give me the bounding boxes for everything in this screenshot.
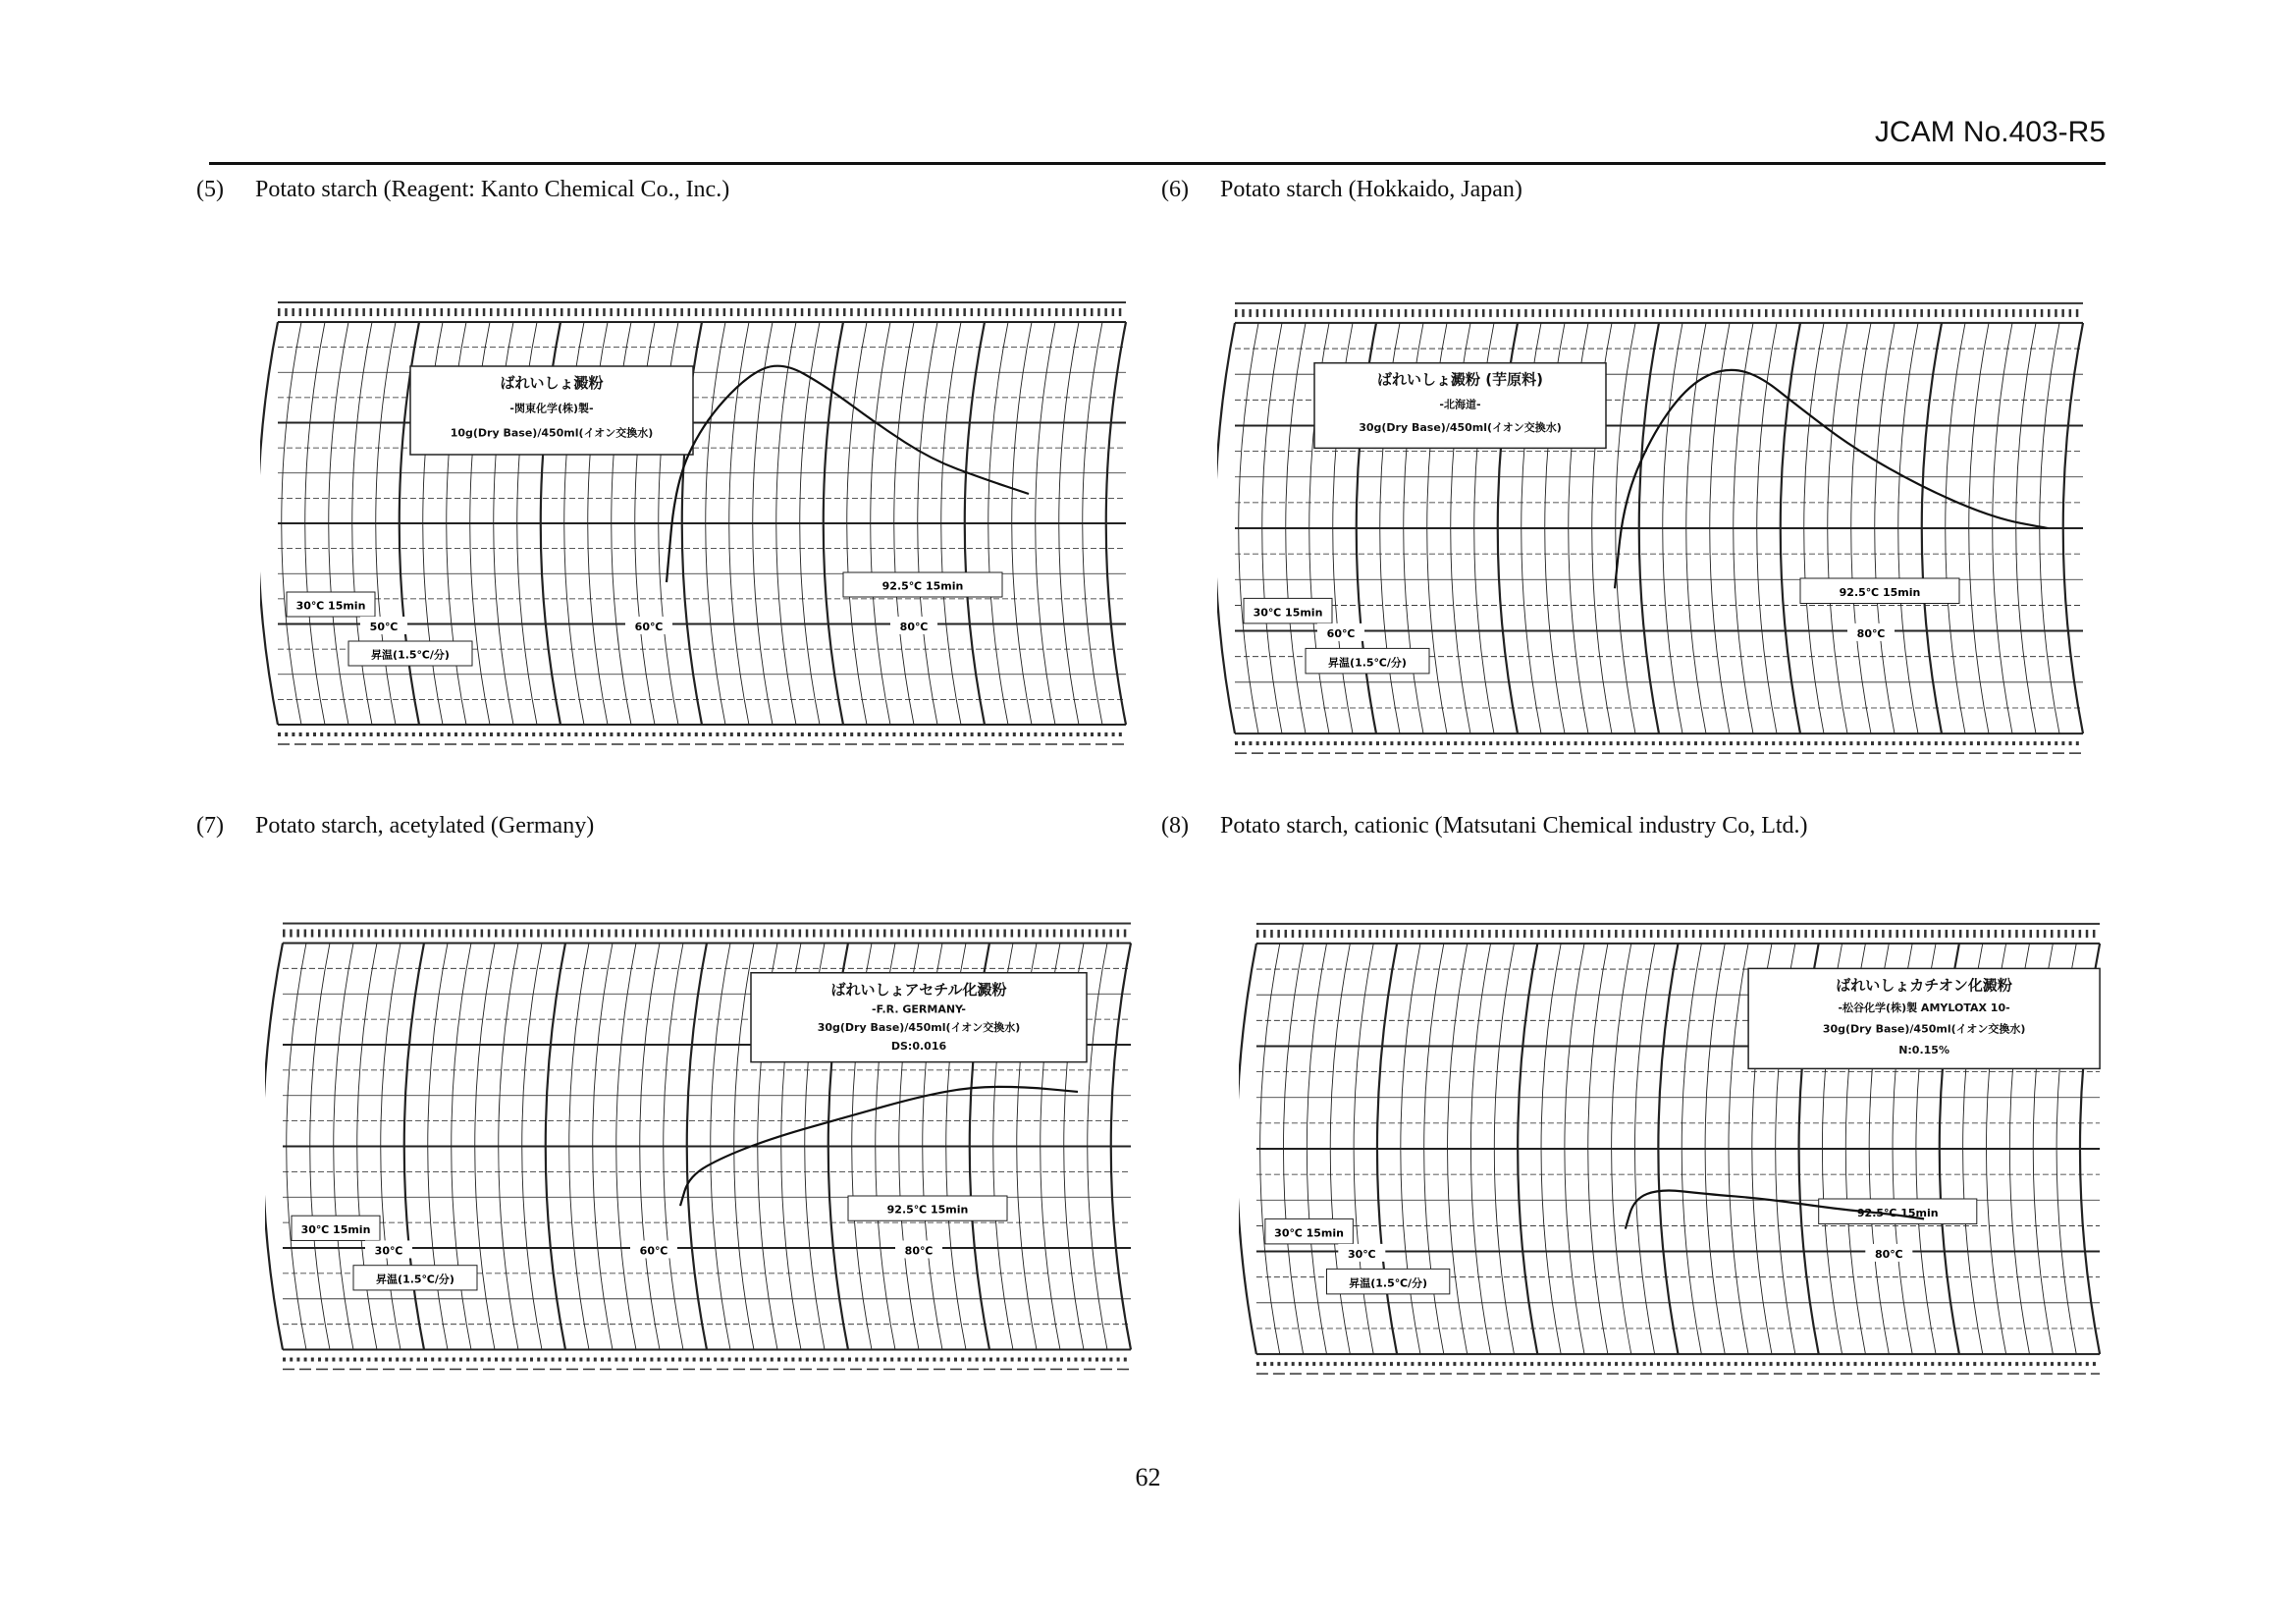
sample-label-line: DS:0.016 [890, 1039, 947, 1053]
figure-6-title: Potato starch (Hokkaido, Japan) [1220, 177, 1522, 202]
temp-marker-label: 60℃ [639, 1244, 668, 1258]
document-code: JCAM No.403-R5 [1874, 116, 2106, 148]
temp-marker-label: 80℃ [904, 1244, 934, 1258]
sample-label-line: ばれいしょカチオン化澱粉 [1836, 976, 2012, 995]
heating-rate-label: 昇温(1.5℃/分) [371, 648, 450, 662]
sample-label-line: 30g(Dry Base)/450ml(イオン交換水) [1359, 420, 1562, 434]
sample-label-line: 30g(Dry Base)/450ml(イオン交換水) [1822, 1022, 2026, 1036]
start-temp-label: 30℃ 15min [1274, 1226, 1345, 1240]
temp-marker-label: 30℃ [374, 1244, 403, 1258]
temp-marker-label: 50℃ [369, 621, 399, 633]
header-rule [209, 162, 2106, 165]
figure-7-number: (7) [196, 813, 224, 839]
sample-label-line: 10g(Dry Base)/450ml(イオン交換水) [450, 426, 654, 440]
amylograph-chart-paper [265, 898, 1148, 1394]
hold-temp-label: 92.5℃ 15min [886, 1203, 969, 1217]
heating-rate-label: 昇温(1.5℃/分) [1349, 1276, 1428, 1290]
start-temp-label: 30℃ 15min [300, 1222, 371, 1236]
amylograph-chart-paper [260, 278, 1144, 769]
sample-label-line: -関東化学(株)製- [509, 402, 594, 415]
sample-label-line: -F.R. GERMANY- [872, 1002, 966, 1016]
sample-label-line: ばれいしょアセチル化澱粉 [830, 980, 1007, 999]
figure-8-number: (8) [1161, 813, 1189, 839]
amylograph-chart-paper [1217, 278, 2101, 779]
figure-5-title: Potato starch (Reagent: Kanto Chemical Co., Inc.) [255, 177, 730, 202]
figure-7-title: Potato starch, acetylated (Germany) [255, 813, 595, 839]
figure-5-caption [196, 177, 729, 203]
figure-6-number: (6) [1161, 177, 1189, 202]
page-number: 62 [1135, 1463, 1161, 1491]
temp-marker-label: 80℃ [1856, 626, 1886, 640]
heating-rate-label: 昇温(1.5℃/分) [1328, 656, 1407, 670]
sample-label-line: -北海道- [1439, 398, 1481, 411]
figure-8-amylograph [1239, 898, 2117, 1399]
figure-7-caption [196, 813, 594, 839]
figure-5-number: (5) [196, 177, 224, 202]
temp-marker-label: 60℃ [1326, 626, 1356, 640]
figure-7-amylograph [265, 898, 1148, 1394]
figure-8-title: Potato starch, cationic (Matsutani Chemical industry Co, Ltd.) [1220, 813, 1808, 839]
figure-6-caption [1161, 177, 1522, 203]
temp-marker-label: 60℃ [634, 621, 664, 633]
temp-marker-label: 80℃ [899, 621, 929, 633]
hold-temp-label: 92.5℃ 15min [1839, 585, 1921, 599]
figure-6-amylograph [1217, 278, 2101, 779]
temp-marker-label: 80℃ [1874, 1247, 1903, 1261]
sample-label-line: ばれいしょ澱粉 [500, 374, 604, 392]
hold-temp-label: 92.5℃ 15min [1856, 1206, 1939, 1219]
start-temp-label: 30℃ 15min [1253, 606, 1323, 620]
start-temp-label: 30℃ 15min [295, 599, 366, 613]
figure-5-amylograph [260, 278, 1144, 769]
sample-label-line: ばれいしょ澱粉 (芋原料) [1377, 370, 1543, 389]
sample-label-line: 30g(Dry Base)/450ml(イオン交換水) [817, 1021, 1021, 1035]
sample-label-line: N:0.15% [1898, 1043, 1949, 1056]
figure-8-caption [1161, 813, 1808, 839]
viscosity-curve [1615, 370, 2048, 588]
heating-rate-label: 昇温(1.5℃/分) [376, 1272, 454, 1286]
hold-temp-label: 92.5℃ 15min [881, 579, 964, 593]
sample-label-line: -松谷化学(株)製 AMYLOTAX 10- [1838, 1001, 2010, 1014]
amylograph-chart-paper [1239, 898, 2117, 1399]
temp-marker-label: 30℃ [1347, 1247, 1376, 1261]
